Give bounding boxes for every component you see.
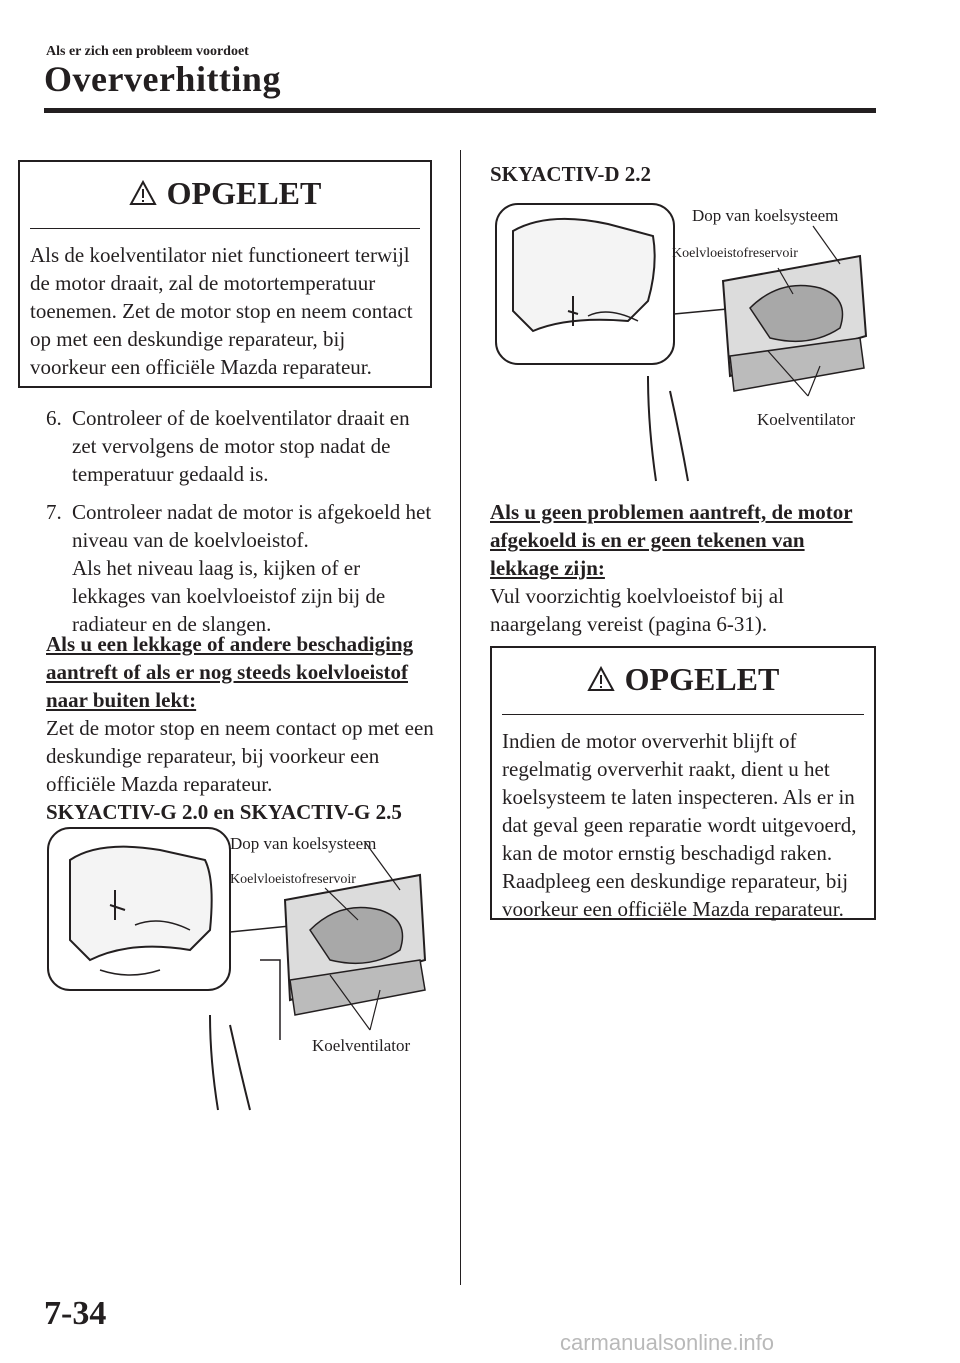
steps-list [46, 404, 436, 648]
page-title: Oververhitting [44, 59, 281, 99]
fig1-heading: SKYACTIV-G 2.0 en SKYACTIV-G 2.5 [46, 800, 402, 824]
step-text-line2: Als het niveau laag is, kijken of er lekkages van koelvloeistof zijn bij de radiateur en de slangen. [72, 556, 386, 636]
caution-text: Indien de motor oververhit blijft of regelmatig oververhit raakt, dient u het koelsysteem te laten inspecteren. Als er in dat geval geen reparatie wordt uitgevoerd, kan de motor ernstig beschadigd raken. Raadpleeg een deskundige reparateur, bij voorkeur een officiële Mazda reparateur. [502, 714, 864, 923]
caution-title: OPGELET [166, 174, 322, 211]
label-reservoir-2: Koelvloeistofreservoir [672, 246, 798, 261]
column-divider [460, 150, 461, 1285]
step-number: 6. [46, 406, 62, 430]
step-text: Controleer of de koelventilator draait en zet vervolgens de motor stop nadat de temperatuur gedaald is. [72, 406, 410, 486]
label-cap-2: Dop van koelsysteem [692, 206, 839, 225]
step-text-line1: Controleer nadat de motor is afgekoeld het niveau van de koelvloeistof. [72, 500, 432, 552]
noproblem-section [490, 498, 870, 638]
caution-box-2 [490, 646, 876, 920]
label-reservoir-1: Koelvloeistofreservoir [230, 872, 356, 887]
leak-heading: Als u een lekkage of andere beschadiging aantreft of als er nog steeds koelvloeistof naar buiten lekt: [46, 632, 414, 712]
caution-title: OPGELET [624, 660, 780, 697]
step-number: 7. [46, 500, 62, 524]
leak-text: Zet de motor stop en neem contact op met een deskundige reparateur, bij voorkeur een officiële Mazda reparateur. [46, 716, 434, 796]
noproblem-text: Vul voorzichtig koelvloeistof bij al naargelang vereist (pagina 6-31). [490, 584, 784, 636]
engine-illustration-2 [488, 196, 878, 486]
step-text [72, 498, 436, 638]
fig2-heading: SKYACTIV-D 2.2 [490, 162, 652, 186]
warning-icon [587, 666, 615, 692]
page-number: 7-34 [44, 1295, 107, 1332]
label-fan-2: Koelventilator [757, 410, 856, 429]
section-title: Als er zich een probleem voordoet [46, 44, 249, 59]
caution-header [492, 648, 874, 710]
header-rule [44, 108, 876, 113]
watermark: carmanualsonline.info [560, 1330, 775, 1355]
caution-header [20, 162, 430, 224]
label-cap-1: Dop van koelsysteem [230, 834, 377, 853]
leak-section [46, 630, 438, 826]
list-item [46, 498, 436, 638]
noproblem-heading: Als u geen problemen aantreft, de motor afgekoeld is en er geen tekenen van lekkage zijn: [490, 500, 853, 580]
warning-icon [129, 180, 157, 206]
caution-box-1 [18, 160, 432, 388]
engine-illustration-1 [40, 820, 440, 1115]
caution-text: Als de koelventilator niet functioneert terwijl de motor draait, zal de motortemperatuur toenemen. Zet de motor stop en neem contact op met een deskundige reparateur, bij voorkeur een officiële Mazda reparateur. [30, 228, 420, 381]
label-fan-1: Koelventilator [312, 1036, 411, 1055]
list-item [46, 404, 436, 488]
